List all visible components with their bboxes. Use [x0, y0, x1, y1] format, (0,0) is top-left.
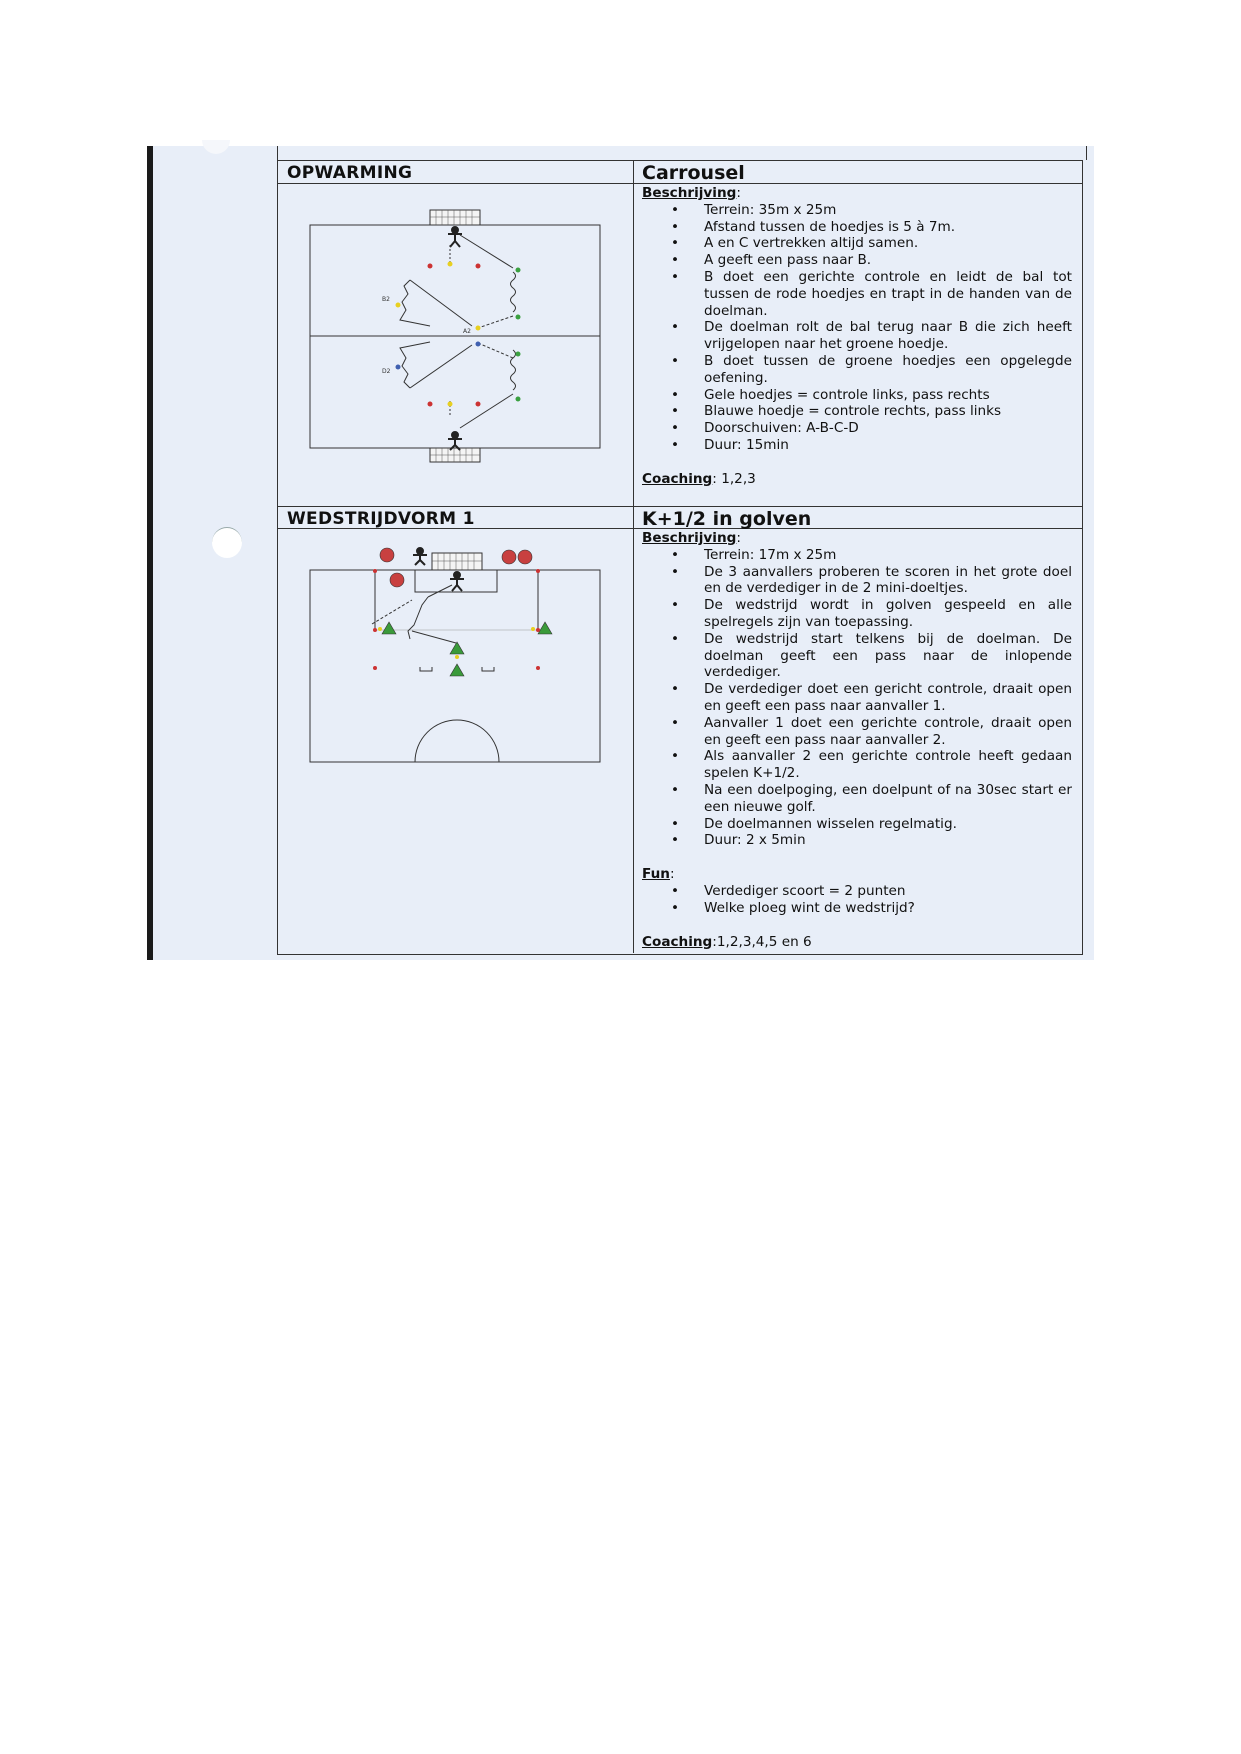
- yellow-cone: [476, 326, 481, 331]
- coaching-value: : 1,2,3: [712, 470, 756, 487]
- goalkeeper-icon: [450, 572, 464, 591]
- exercise-description: [642, 185, 1072, 488]
- yellow-cone: [396, 303, 401, 308]
- label-d2: D2: [382, 368, 391, 375]
- red-cone: [428, 264, 433, 269]
- description-label: Beschrijving: [642, 185, 737, 201]
- red-cone: [373, 628, 377, 632]
- list-item: • De verdediger doet een gericht controle, draait open en geeft een pass naar aanvaller 1.: [704, 681, 1072, 715]
- attacker-triangle: [538, 622, 552, 634]
- blue-cone: [396, 365, 401, 370]
- list-item: • Duur: 15min: [704, 437, 1072, 454]
- row-separator: [277, 506, 1083, 507]
- exercise-title: K+1/2 in golven: [642, 508, 812, 530]
- list-item: • De 3 aanvallers proberen te scoren in het grote doel en de verdediger in de 2 mini-doeltjes.: [704, 564, 1072, 598]
- description-list: [642, 547, 1072, 849]
- exercise-title: Carrousel: [642, 162, 745, 184]
- label-b2: B2: [382, 296, 390, 303]
- list-item: • De doelmannen wisselen regelmatig.: [704, 816, 1072, 833]
- list-item: • Afstand tussen de hoedjes is 5 à 7m.: [704, 219, 1072, 236]
- cones-bottom: [396, 342, 521, 407]
- description-heading: Beschrijving:: [642, 530, 741, 546]
- list-item: • De doelman rolt de bal terug naar B die zich heeft vrijgelopen naar het groene hoedje.: [704, 319, 1072, 353]
- list-item: • Als aanvaller 2 een gerichte controle heeft gedaan spelen K+1/2.: [704, 748, 1072, 782]
- list-item: • Blauwe hoedje = controle rechts, pass links: [704, 403, 1072, 420]
- yellow-cone: [448, 262, 453, 267]
- list-item: • B doet tussen de groene hoedjes een opgelegde oefening.: [704, 353, 1072, 387]
- red-cone: [428, 402, 433, 407]
- fun-heading: Fun:: [642, 866, 675, 883]
- pass-lines-bottom: [400, 342, 516, 428]
- red-cone: [476, 264, 481, 269]
- section-header: OPWARMING: [287, 163, 413, 183]
- fun-label: Fun: [642, 866, 670, 883]
- list-item: • B doet een gerichte controle en leidt de bal tot tussen de rode hoedjes en trapt in de handen van de doelman.: [704, 269, 1072, 319]
- label-a2: A2: [463, 328, 471, 335]
- list-item: • A en C vertrekken altijd samen.: [704, 235, 1072, 252]
- list-item: • Doorschuiven: A-B-C-D: [704, 420, 1072, 437]
- green-cone: [516, 397, 521, 402]
- description-list: [642, 202, 1072, 454]
- yellow-cone: [448, 402, 453, 407]
- list-item: • De wedstrijd start telkens bij de doelman. De doelman geeft een pass naar de inlopende verdediger.: [704, 631, 1072, 681]
- red-player: [380, 548, 394, 562]
- description-label: Beschrijving: [642, 530, 737, 546]
- coaching-line: [642, 471, 1072, 488]
- carrousel-diagram: [300, 200, 620, 470]
- coaching-label: Coaching: [642, 933, 713, 950]
- red-cone: [536, 666, 540, 670]
- column-divider: [633, 160, 634, 953]
- pass-lines-top: [400, 235, 516, 328]
- red-player: [518, 550, 532, 564]
- red-cone: [373, 569, 377, 573]
- exercise-description: [642, 530, 1072, 950]
- green-cone: [516, 315, 521, 320]
- red-player: [390, 573, 404, 587]
- attacker-triangle: [382, 622, 396, 634]
- list-item: • Gele hoedjes = controle links, pass rechts: [704, 387, 1072, 404]
- k-plus-half-diagram: [300, 545, 620, 770]
- red-cone: [476, 402, 481, 407]
- red-cone: [536, 628, 540, 632]
- coaching-label: Coaching: [642, 470, 713, 487]
- goal-top: [430, 210, 480, 225]
- yellow-cone: [455, 655, 459, 659]
- list-item: • Welke ploeg wint de wedstrijd?: [704, 900, 1072, 917]
- red-cone: [536, 569, 540, 573]
- yellow-cone: [378, 627, 382, 631]
- mini-goal-left: [420, 667, 432, 671]
- list-item: • Na een doelpoging, een doelpunt of na 30sec start er een nieuwe golf.: [704, 782, 1072, 816]
- mini-goal-right: [482, 667, 494, 671]
- goalkeeper-spare-icon: [413, 548, 427, 565]
- defender-triangle: [450, 664, 464, 676]
- punch-hole: [212, 527, 242, 558]
- list-item: • Terrein: 35m x 25m: [704, 202, 1072, 219]
- red-player: [502, 550, 516, 564]
- red-cone: [373, 666, 377, 670]
- field-outline: [310, 570, 600, 762]
- coaching-value: :1,2,3,4,5 en 6: [712, 933, 812, 950]
- goalkeeper-bottom-icon: [448, 432, 462, 450]
- coaching-line: [642, 934, 1072, 951]
- green-cone: [516, 352, 521, 357]
- list-item: • De wedstrijd wordt in golven gespeeld en alle spelregels zijn van toepassing.: [704, 597, 1072, 631]
- goal: [432, 553, 482, 570]
- list-item: • Duur: 2 x 5min: [704, 832, 1072, 849]
- center-circle: [415, 720, 499, 762]
- fun-list: [642, 883, 1072, 917]
- binder-edge: [147, 146, 153, 960]
- green-cone: [516, 268, 521, 273]
- yellow-cone: [531, 627, 535, 631]
- previous-row-edge: [277, 146, 1087, 160]
- section-header: WEDSTRIJDVORM 1: [287, 509, 475, 529]
- description-heading: Beschrijving:: [642, 185, 741, 201]
- blue-cone: [476, 342, 481, 347]
- list-item: • Aanvaller 1 doet een gerichte controle, draait open en geeft een pass naar aanvaller 2.: [704, 715, 1072, 749]
- list-item: • Terrein: 17m x 25m: [704, 547, 1072, 564]
- list-item: • A geeft een pass naar B.: [704, 252, 1072, 269]
- attacker-triangle: [450, 642, 464, 654]
- goalkeeper-top-icon: [448, 227, 462, 247]
- list-item: • Verdediger scoort = 2 punten: [704, 883, 1072, 900]
